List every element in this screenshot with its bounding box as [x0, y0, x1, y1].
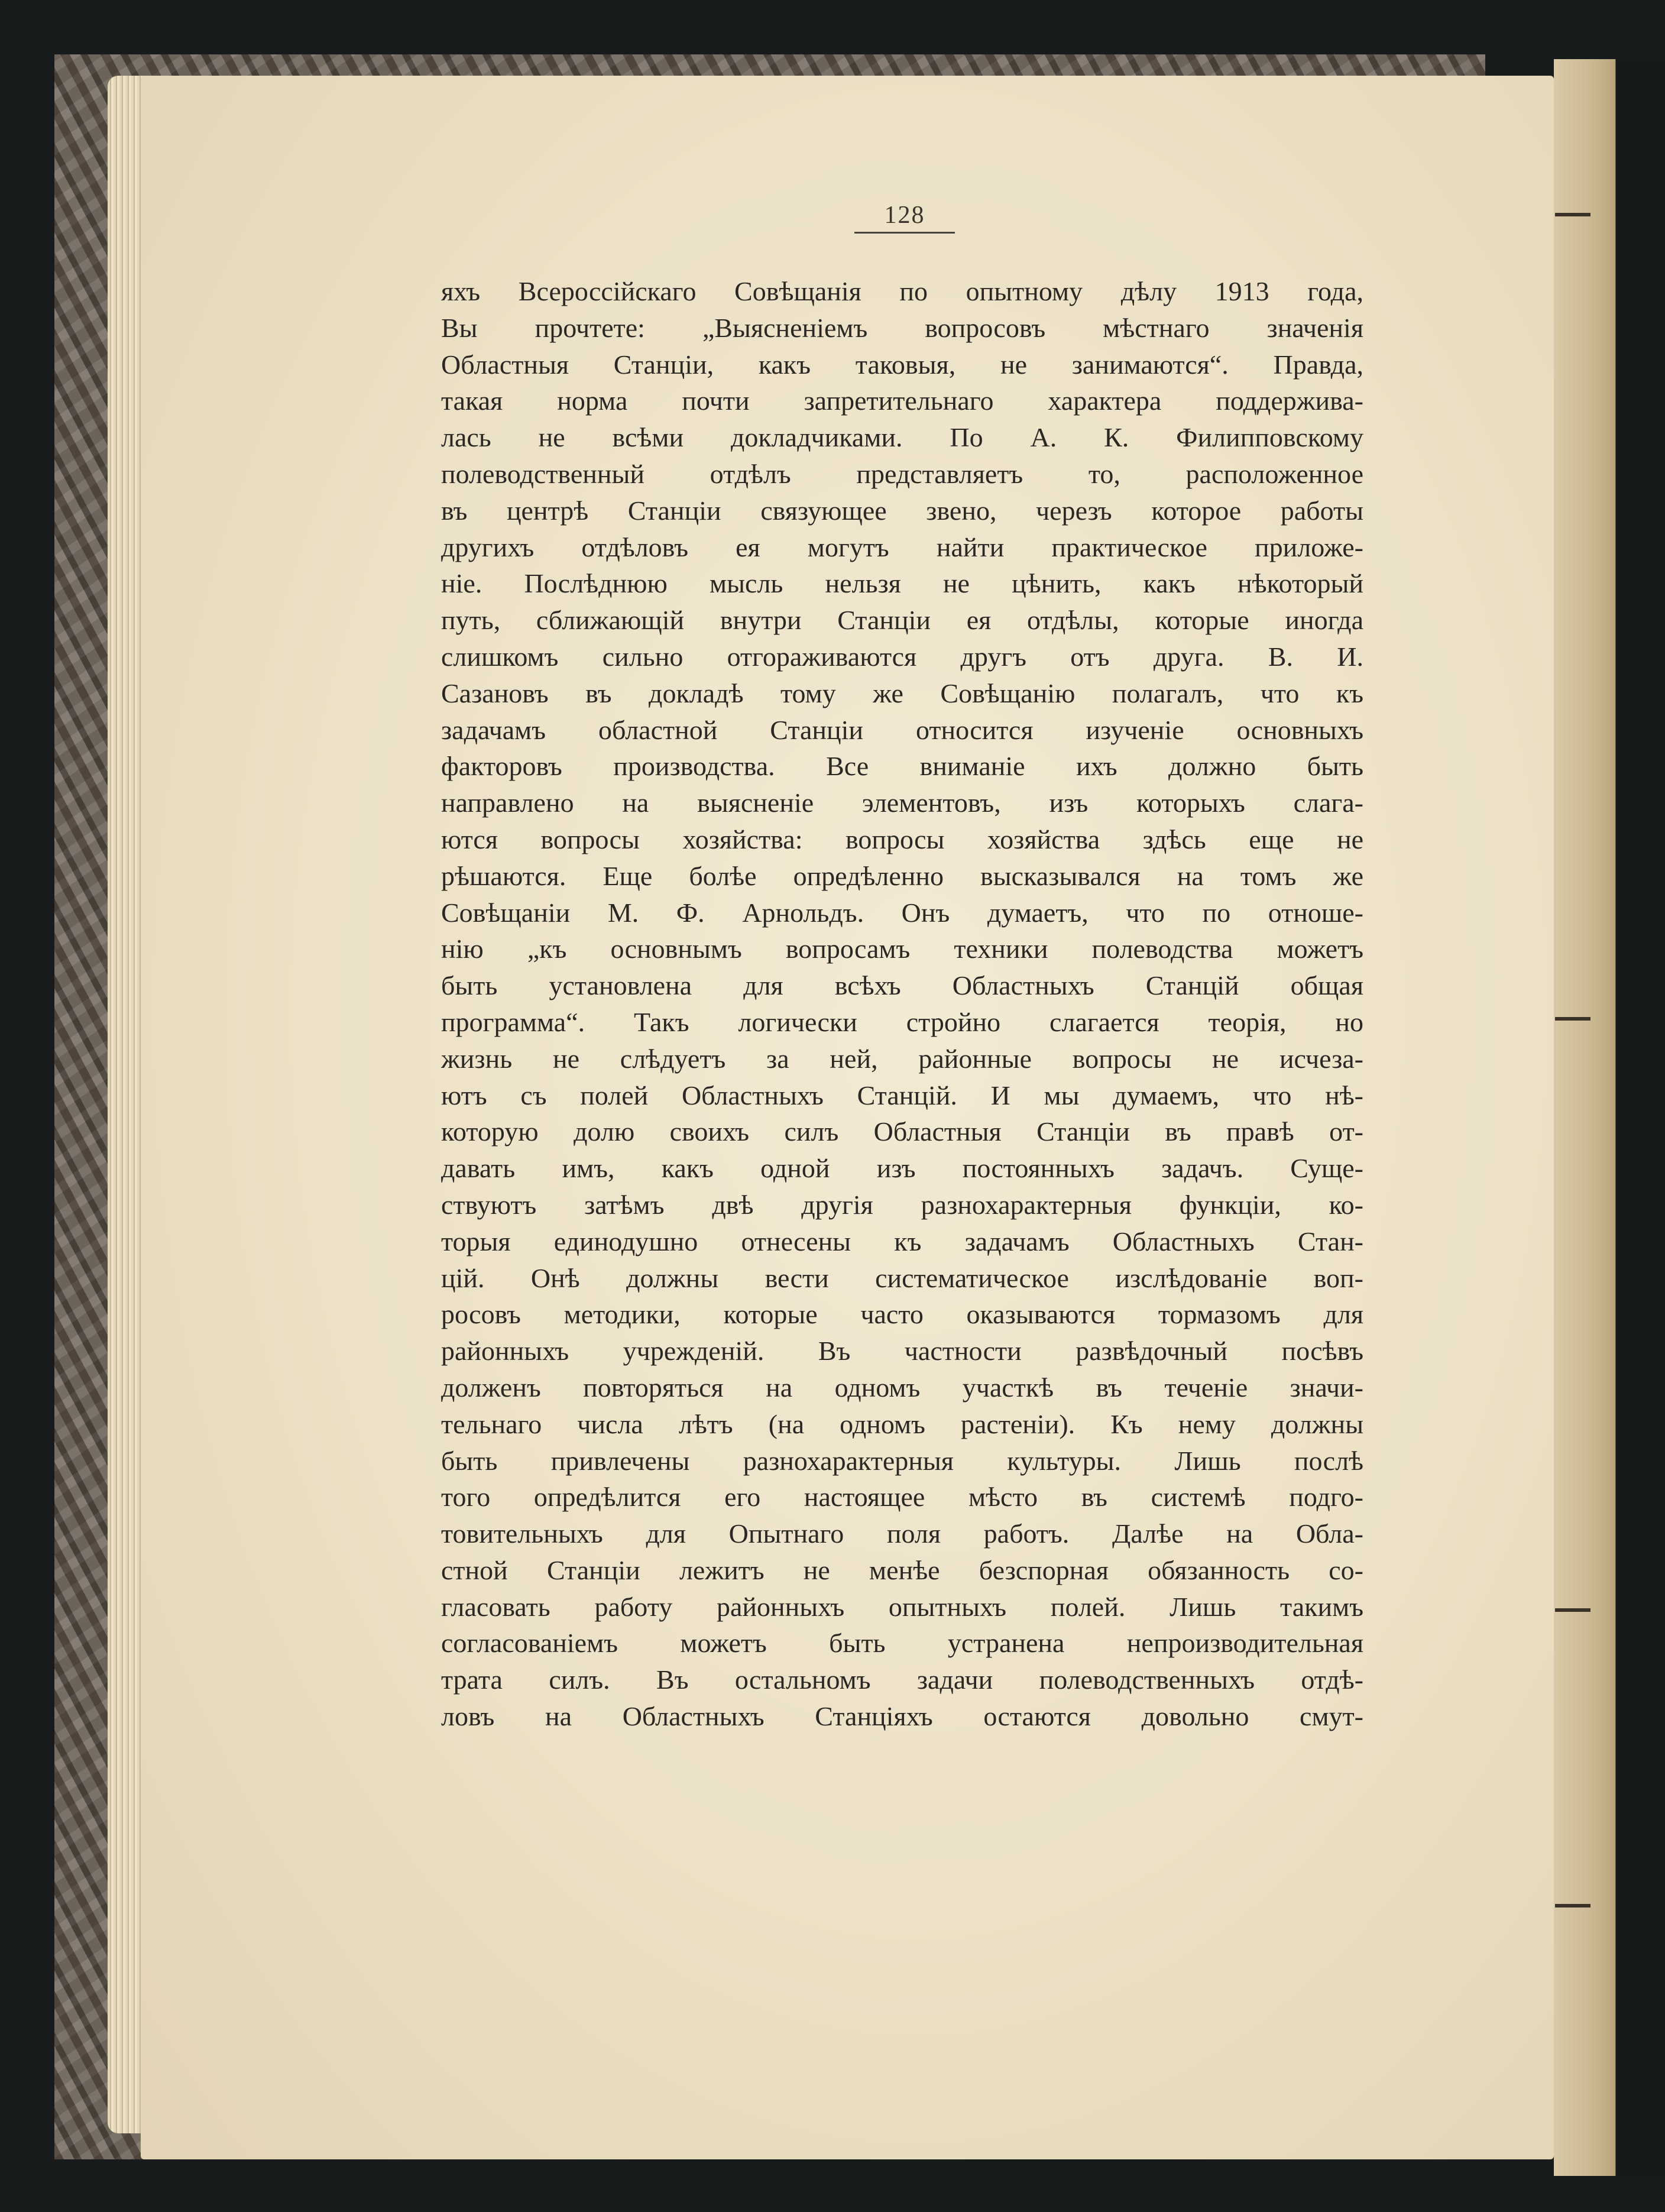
text-line: цiй. Онѣ должны вести систематическое изслѣдованiе воп-	[441, 1262, 1363, 1293]
text-line: которую долю своихъ силъ Областныя Станцiи въ правѣ от-	[441, 1116, 1363, 1147]
text-line: задачамъ областной Станцiи относится изученiе основныхъ	[441, 714, 1363, 745]
text-line: ются вопросы хозяйства: вопросы хозяйства здѣсь еще не	[441, 824, 1363, 854]
text-line: нiю „къ основнымъ вопросамъ техники полеводства можетъ	[441, 934, 1363, 964]
text-line: быть установлена для всѣхъ Областныхъ Станцiй общая	[441, 970, 1363, 1001]
text-line: слишкомъ сильно отгораживаются другъ отъ друга. В. И.	[441, 641, 1363, 672]
page-number: 128	[884, 202, 925, 229]
text-line: жизнь не слѣдуетъ за ней, районные вопросы не исчеза-	[441, 1043, 1363, 1074]
text-line: яхъ Всероссiйскаго Совѣщанiя по опытному дѣлу 1913 года,	[441, 276, 1363, 306]
text-line: торыя единодушно отнесены къ задачамъ Областныхъ Стан-	[441, 1226, 1363, 1256]
text-line: лась не всѣми докладчиками. По А. К. Филипповскому	[441, 422, 1363, 453]
text-line: трата силъ. Въ остальномъ задачи полеводственныхъ отдѣ-	[441, 1664, 1363, 1695]
text-line: гласовать работу районныхъ опытныхъ полей. Лишь такимъ	[441, 1591, 1363, 1622]
text-line: ловъ на Областныхъ Станцiяхъ остаются довольно смут-	[441, 1701, 1363, 1732]
gutter-mark	[1555, 213, 1591, 216]
text-line: другихъ отдѣловъ ея могутъ найти практическое приложе-	[441, 532, 1363, 562]
text-line: росовъ методики, которые часто оказываются тормазомъ для	[441, 1299, 1363, 1330]
text-line: быть привлечены разнохарактерныя культуры. Лишь послѣ	[441, 1445, 1363, 1476]
book-gutter	[1554, 59, 1665, 2176]
text-line: полеводственный отдѣлъ представляетъ то, расположенное	[441, 458, 1363, 489]
text-line: ствуютъ затѣмъ двѣ другiя разнохарактерныя функцiи, ко-	[441, 1189, 1363, 1220]
text-line: согласованiемъ можетъ быть устранена непроизводительная	[441, 1628, 1363, 1659]
text-line: ютъ съ полей Областныхъ Станцiй. И мы думаемъ, что нѣ-	[441, 1080, 1363, 1110]
text-line: долженъ повторяться на одномъ участкѣ въ теченiе значи-	[441, 1372, 1363, 1403]
text-line: рѣшаются. Еще болѣе опредѣленно высказывался на томъ же	[441, 860, 1363, 891]
body-text	[441, 273, 1363, 1735]
text-line: того опредѣлится его настоящее мѣсто въ системѣ подго-	[441, 1482, 1363, 1513]
text-line: факторовъ производства. Все вниманiе ихъ должно быть	[441, 751, 1363, 782]
text-line: направлено на выясненiе элементовъ, изъ которыхъ слага-	[441, 788, 1363, 818]
page-number-rule	[854, 232, 955, 234]
text-line: Вы прочтете: „Выясненiемъ вопросовъ мѣстнаго значенiя	[441, 312, 1363, 343]
text-line: Сазановъ въ докладѣ тому же Совѣщанiю полагалъ, что къ	[441, 678, 1363, 708]
text-line: программа“. Такъ логически стройно слагается теорiя, но	[441, 1006, 1363, 1037]
text-line: Областныя Станцiи, какъ таковыя, не занимаются“. Правда,	[441, 349, 1363, 380]
page-header	[846, 201, 964, 234]
text-line: путь, сближающiй внутри Станцiи ея отдѣлы, которые иногда	[441, 605, 1363, 636]
text-line: давать имъ, какъ одной изъ постоянныхъ задачъ. Суще-	[441, 1153, 1363, 1184]
gutter-mark	[1555, 1017, 1591, 1021]
text-line: такая норма почти запретительнаго характера поддержива-	[441, 386, 1363, 416]
text-line: въ центрѣ Станцiи связующее звено, черезъ которое работы	[441, 495, 1363, 526]
text-line: товительныхъ для Опытнаго поля работъ. Далѣе на Обла-	[441, 1518, 1363, 1549]
text-line: тельнаго числа лѣтъ (на одномъ растенiи). Къ нему должны	[441, 1408, 1363, 1439]
text-line: районныхъ учрежденiй. Въ частности развѣдочный посѣвъ	[441, 1336, 1363, 1366]
gutter-mark	[1555, 1608, 1591, 1612]
text-line: нiе. Послѣднюю мысль нельзя не цѣнить, какъ нѣкоторый	[441, 568, 1363, 599]
text-line: Совѣщанiи М. Ф. Арнольдъ. Онъ думаетъ, что по отноше-	[441, 897, 1363, 928]
text-line: стной Станцiи лежитъ не менѣе безспорная обязанность со-	[441, 1554, 1363, 1585]
gutter-mark	[1555, 1904, 1591, 1907]
